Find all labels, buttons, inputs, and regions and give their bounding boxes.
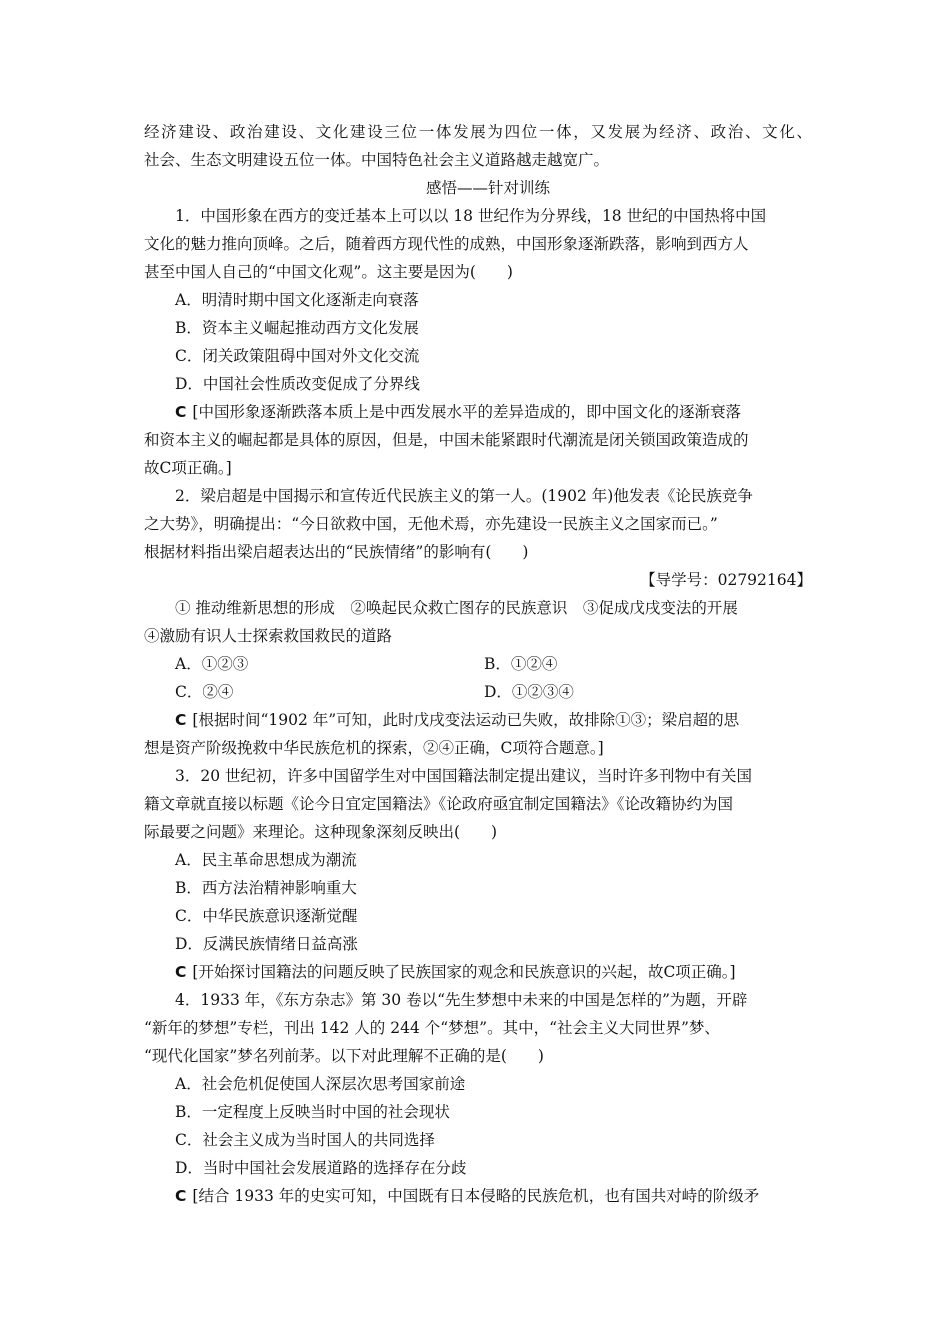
explanation-text: [开始探讨国籍法的问题反映了民族国家的观念和民族意识的兴起，故C项正确。] <box>192 963 736 981</box>
explanation-line: 和资本主义的崛起都是具体的原因，但是，中国未能紧跟时代潮流是闭关锁国政策造成的 <box>144 431 749 449</box>
question-1 <box>144 202 812 482</box>
answer-letter: C <box>175 963 187 981</box>
option-a: A．①②③ <box>175 655 249 673</box>
answer-letter: C <box>175 711 187 729</box>
option-b: B．西方法治精神影响重大 <box>175 879 357 897</box>
question-3 <box>144 762 812 986</box>
question-stem-line: 根据材料指出梁启超表达出的“民族情绪”的影响有( ) <box>144 543 529 561</box>
statement-line: ④激励有识人士探索救国救民的道路 <box>144 627 393 645</box>
option-c: C．中华民族意识逐渐觉醒 <box>175 907 358 925</box>
option-d: D．①②③④ <box>484 683 574 701</box>
explanation-text: [结合 1933 年的史实可知，中国既有日本侵略的民族危机，也有国共对峙的阶级矛 <box>192 1187 760 1205</box>
question-stem-line: 际最要之问题》来理论。这种现象深刻反映出( ) <box>144 823 498 841</box>
options-row <box>144 678 812 706</box>
option-b: B．资本主义崛起推动西方文化发展 <box>175 319 419 337</box>
question-stem-line: 2．梁启超是中国揭示和宣传近代民族主义的第一人。(1902 年)他发表《论民族竞争 <box>175 487 753 505</box>
guide-number: 【导学号：02792164】 <box>640 571 812 589</box>
option-a: A．民主革命思想成为潮流 <box>175 851 357 869</box>
options-row <box>144 650 812 678</box>
answer-line <box>144 1182 812 1210</box>
document-page <box>144 118 812 1210</box>
answer-letter: C <box>175 1187 187 1205</box>
question-stem-line: 3．20 世纪初，许多中国留学生对中国国籍法制定提出建议，当时许多刊物中有关国 <box>175 767 753 785</box>
explanation-text: [根据时间“1902 年”可知，此时戊戌变法运动已失败，故排除①③；梁启超的思 <box>192 711 740 729</box>
answer-line <box>144 706 812 734</box>
option-d: D．反满民族情绪日益高涨 <box>175 935 358 953</box>
option-d: D．中国社会性质改变促成了分界线 <box>175 375 420 393</box>
option-a: A．明清时期中国文化逐渐走向衰落 <box>175 291 419 309</box>
section-title: 感悟——针对训练 <box>425 179 550 197</box>
option-c: C．②④ <box>175 683 234 701</box>
explanation-line: 故C项正确。] <box>144 459 232 477</box>
option-b: B．①②④ <box>484 655 558 673</box>
answer-letter: C <box>175 403 187 421</box>
answer-line <box>144 958 812 986</box>
option-a: A．社会危机促使国人深层次思考国家前途 <box>175 1075 466 1093</box>
question-stem-line: 文化的魅力推向顶峰。之后，随着西方现代性的成熟，中国形象逐渐跌落，影响到西方人 <box>144 235 749 253</box>
intro-line: 经济建设、政治建设、文化建设三位一体发展为四位一体，又发展为经济、政治、文化、 <box>144 123 812 141</box>
question-stem-line: 4．1933 年，《东方杂志》第 30 卷以“先生梦想中未来的中国是怎样的”为题，开辟 <box>175 991 748 1009</box>
question-stem-line: 籍文章就直接以标题《论今日宜定国籍法》《论政府亟宜制定国籍法》《论改籍协约为国 <box>144 795 734 813</box>
answer-line <box>144 398 812 426</box>
question-stem-line: 1．中国形象在西方的变迁基本上可以以 18 世纪作为分界线，18 世纪的中国热将中国 <box>175 207 767 225</box>
option-d: D．当时中国社会发展道路的选择存在分歧 <box>175 1159 467 1177</box>
question-4 <box>144 986 812 1210</box>
statement-line: ① 推动维新思想的形成 ②唤起民众救亡图存的民族意识 ③促成戊戌变法的开展 <box>175 599 738 617</box>
question-stem-line: “新年的梦想”专栏，刊出 142 人的 244 个“梦想”。其中，“社会主义大同世界”梦、 <box>144 1019 720 1037</box>
option-b: B．一定程度上反映当时中国的社会现状 <box>175 1103 450 1121</box>
question-2 <box>144 482 812 762</box>
explanation-line: 想是资产阶级挽救中华民族危机的探索，②④正确，C项符合题意。] <box>144 739 604 757</box>
explanation-text: [中国形象逐渐跌落本质上是中西发展水平的差异造成的，即中国文化的逐渐衰落 <box>192 403 741 421</box>
option-c: C．社会主义成为当时国人的共同选择 <box>175 1131 435 1149</box>
question-stem-line: 甚至中国人自己的“中国文化观”。这主要是因为( ) <box>144 263 513 281</box>
question-stem-line: “现代化国家”梦名列前茅。以下对此理解不正确的是( ) <box>144 1047 544 1065</box>
option-c: C．闭关政策阻碍中国对外文化交流 <box>175 347 420 365</box>
intro-line: 社会、生态文明建设五位一体。中国特色社会主义道路越走越宽广。 <box>144 151 610 169</box>
question-stem-line: 之大势》，明确提出：“今日欲救中国，无他术焉，亦先建设一民族主义之国家而已。” <box>144 515 718 533</box>
